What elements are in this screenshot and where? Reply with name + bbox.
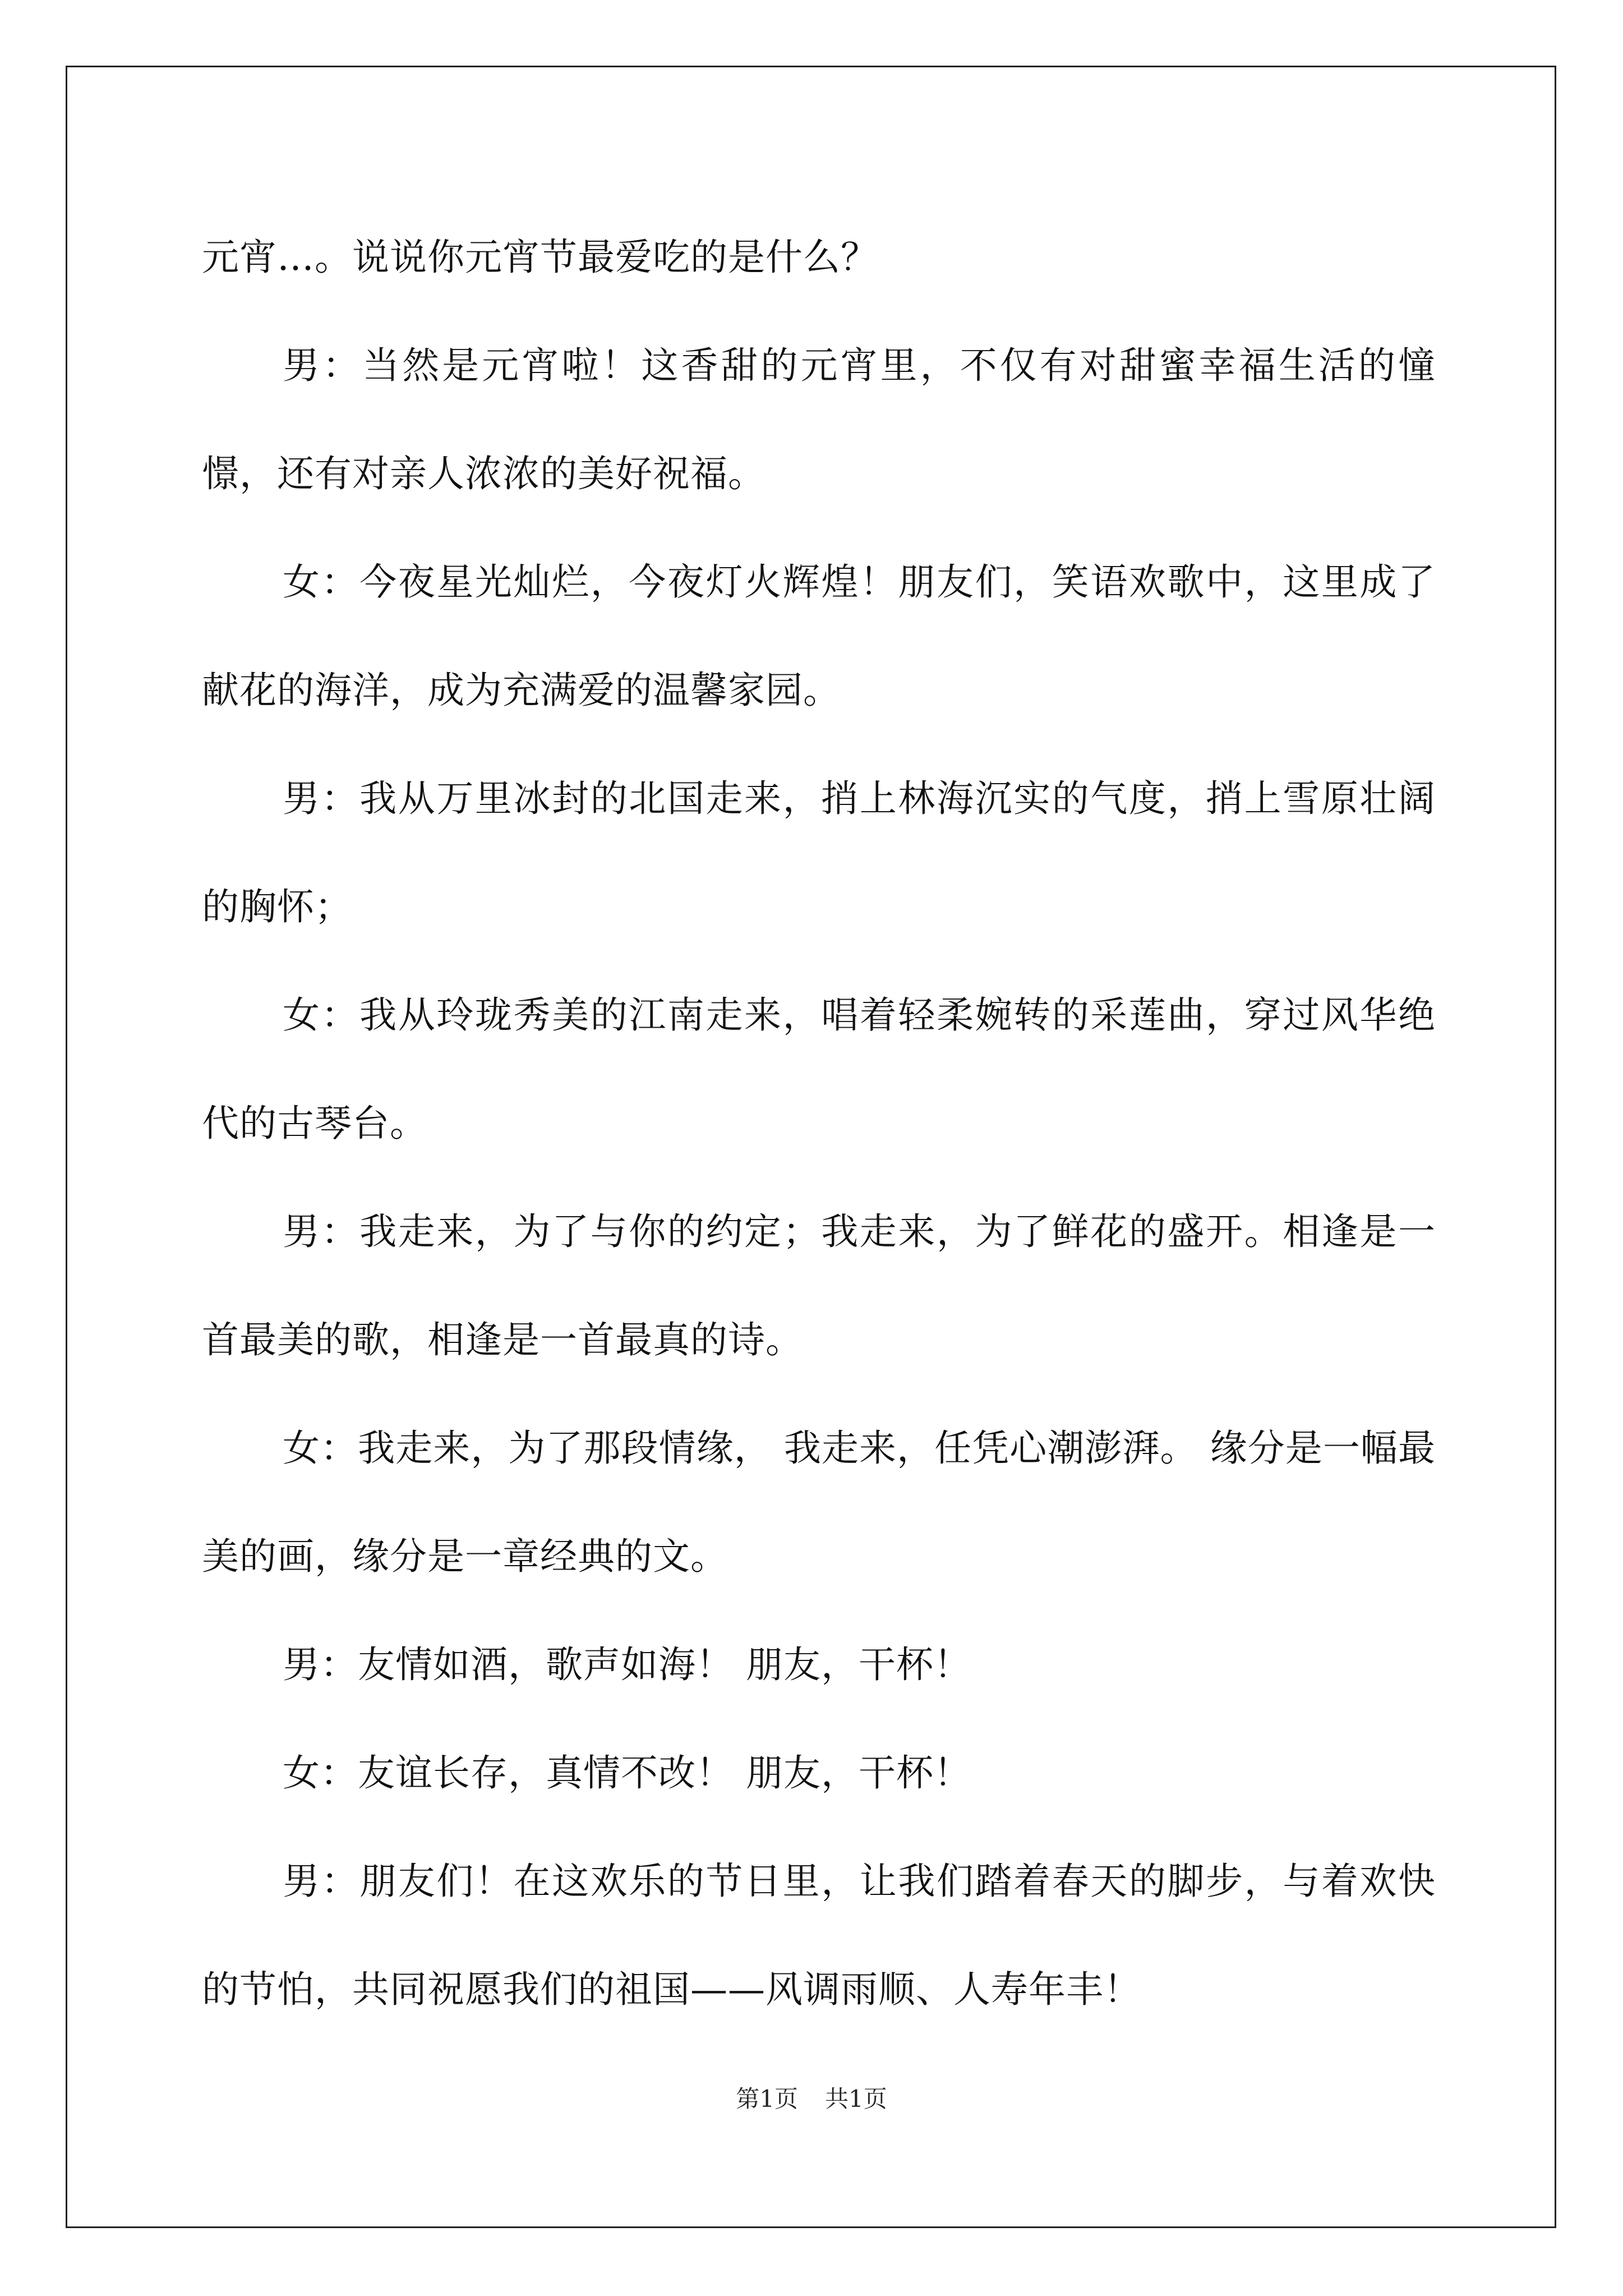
paragraph: 男：当然是元宵啦！这香甜的元宵里，不仅有对甜蜜幸福生活的憧憬，还有对亲人浓浓的美好祝福。 <box>202 344 1436 495</box>
page-number-total: 共1页 <box>825 2085 887 2113</box>
paragraph: 女：今夜星光灿烂，今夜灯火辉煌！朋友们，笑语欢歌中，这里成了献花的海洋，成为充满爱的温馨家园。 <box>202 560 1436 712</box>
paragraph: 男：我走来，为了与你的约定；我走来，为了鲜花的盛开。相逢是一首最美的歌，相逢是一首最真的诗。 <box>202 1210 1436 1361</box>
page-number-current: 第1页 <box>736 2085 798 2113</box>
paragraph: 男：友情如酒，歌声如海！ 朋友，干杯！ <box>283 1643 971 1686</box>
paragraph: 女：友谊长存，真情不改！ 朋友，干杯！ <box>283 1751 971 1795</box>
paragraph: 男：朋友们！在这欢乐的节日里，让我们踏着春天的脚步，与着欢快的节怕，共同祝愿我们的祖国——风调雨顺、人寿年丰！ <box>202 1860 1436 2011</box>
paragraph: 元宵…。说说你元宵节最爱吃的是什么？ <box>202 236 878 279</box>
document-body <box>202 203 1436 2044</box>
paragraph: 女：我从玲珑秀美的江南走来，唱着轻柔婉转的采莲曲，穿过风华绝代的古琴台。 <box>202 993 1436 1145</box>
paragraph: 女：我走来，为了那段情缘， 我走来，任凭心潮澎湃。 缘分是一幅最美的画，缘分是一章经典的文。 <box>202 1427 1436 1578</box>
paragraph: 男：我从万里冰封的北国走来，捎上林海沉实的气度，捎上雪原壮阔的胸怀； <box>202 777 1436 928</box>
page-footer <box>0 2082 1623 2116</box>
